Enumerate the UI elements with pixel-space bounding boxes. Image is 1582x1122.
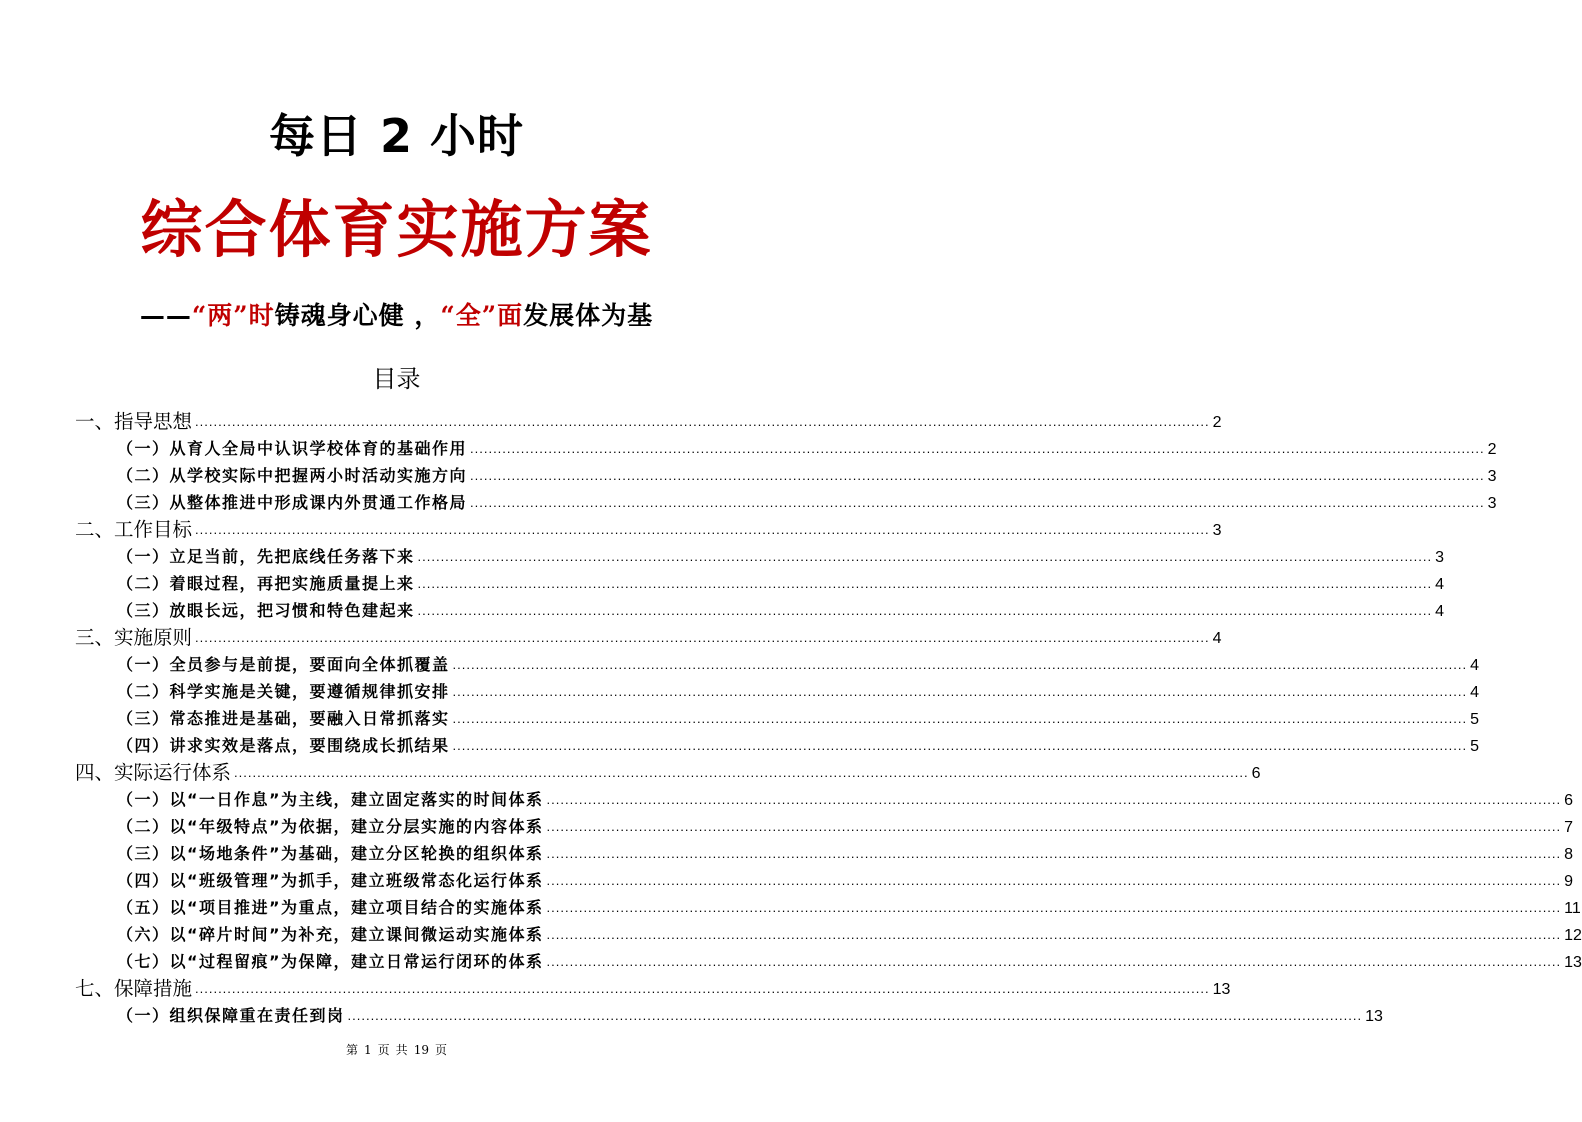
toc-leader-dots: ............................................................................................................................................................................................................................ <box>546 954 1562 969</box>
toc-subsection-entry[interactable] <box>75 839 1574 866</box>
toc-leader-dots: ............................................................................................................................................................................................................................ <box>546 927 1562 942</box>
toc-page-number: 7 <box>1564 819 1574 836</box>
toc-entry-title: （五）以“项目推进”为重点，建立项目结合的实施体系 <box>117 898 544 917</box>
toc-page-number: 3 <box>1212 522 1222 539</box>
subtitle-highlight-2: 全 <box>455 301 482 330</box>
toc-entry-title: （一）从育人全局中认识学校体育的基础作用 <box>117 439 468 458</box>
toc-entry-title: （二）科学实施是关键，要遵循规律抓安排 <box>117 682 450 701</box>
toc-leader-dots: ............................................................................................................................................................................................................................ <box>546 900 1562 915</box>
toc-section-entry[interactable] <box>75 407 1222 434</box>
toc-page-number: 13 <box>1212 981 1231 998</box>
toc-leader-dots: ............................................................................................................................................................................................................................ <box>470 468 1485 483</box>
toc-leader-dots: ............................................................................................................................................................................................................................ <box>195 630 1210 645</box>
footer-label-ye: 页 <box>377 1043 390 1057</box>
toc-page-number: 3 <box>1487 495 1497 512</box>
toc-leader-dots: ............................................................................................................................................................................................................................ <box>234 765 1249 780</box>
toc-section-entry[interactable] <box>75 758 1261 785</box>
toc-leader-dots: ............................................................................................................................................................................................................................ <box>452 684 1468 699</box>
toc-leader-dots: ............................................................................................................................................................................................................................ <box>452 711 1468 726</box>
subtitle-middle: 铸魂身心健 ， <box>274 301 441 330</box>
toc-page-number: 2 <box>1212 414 1222 431</box>
title-line-2: 综合体育实施方案 <box>140 193 653 266</box>
subtitle-dash: —— <box>139 301 192 330</box>
toc-entry-title: 七、保障措施 <box>75 977 193 1000</box>
toc-leader-dots: ............................................................................................................................................................................................................................ <box>195 522 1210 537</box>
toc-entry-title: （二）着眼过程，再把实施质量提上来 <box>117 574 415 593</box>
subtitle-highlight-1: 两 <box>207 301 234 330</box>
toc-page-number: 8 <box>1564 846 1574 863</box>
title-line-1: 每日 2 小时 <box>268 109 525 163</box>
toc-subsection-entry[interactable] <box>75 677 1480 704</box>
toc-page-number: 3 <box>1435 549 1445 566</box>
toc-subsection-entry[interactable] <box>75 596 1445 623</box>
toc-entry-title: （二）以“年级特点”为依据，建立分层实施的内容体系 <box>117 817 544 836</box>
footer-label-ye2: 页 <box>434 1043 447 1057</box>
toc-page-number: 4 <box>1470 657 1480 674</box>
toc-subsection-entry[interactable] <box>75 704 1480 731</box>
toc-subsection-entry[interactable] <box>75 812 1574 839</box>
footer-label-di: 第 <box>346 1043 359 1057</box>
subtitle-quote-open-2: “ <box>440 301 456 330</box>
toc-page-number: 5 <box>1470 711 1480 728</box>
subtitle-end: 发展体为基 <box>523 301 654 330</box>
toc-entry-title: （二）从学校实际中把握两小时活动实施方向 <box>117 466 468 485</box>
toc-subsection-entry[interactable] <box>75 785 1574 812</box>
toc-subsection-entry[interactable] <box>75 542 1445 569</box>
toc-leader-dots: ............................................................................................................................................................................................................................ <box>195 981 1210 996</box>
toc-leader-dots: ............................................................................................................................................................................................................................ <box>417 549 1433 564</box>
toc-page-number: 6 <box>1564 792 1574 809</box>
toc-entry-title: （四）讲求实效是落点，要围绕成长抓结果 <box>117 736 450 755</box>
toc-entry-title: （七）以“过程留痕”为保障，建立日常运行闭环的体系 <box>117 952 544 971</box>
toc-subsection-entry[interactable] <box>75 893 1581 920</box>
toc-entry-title: （三）从整体推进中形成课内外贯通工作格局 <box>117 493 468 512</box>
toc-entry-title: 二、工作目标 <box>75 518 193 541</box>
toc-page-number: 4 <box>1470 684 1480 701</box>
toc-subsection-entry[interactable] <box>75 488 1497 515</box>
toc-page-number: 13 <box>1564 954 1582 971</box>
toc-entry-title: 三、实施原则 <box>75 626 193 649</box>
table-of-contents <box>75 407 1582 1028</box>
toc-heading: 目录 <box>372 365 421 393</box>
toc-leader-dots: ............................................................................................................................................................................................................................ <box>546 873 1562 888</box>
toc-page-number: 4 <box>1435 576 1445 593</box>
toc-leader-dots: ............................................................................................................................................................................................................................ <box>470 441 1485 456</box>
subtitle-quote-close-2: ” <box>481 301 498 330</box>
toc-leader-dots: ............................................................................................................................................................................................................................ <box>546 846 1562 861</box>
toc-subsection-entry[interactable] <box>75 731 1480 758</box>
footer-label-gong: 共 <box>395 1043 408 1057</box>
footer-total-pages: 19 <box>413 1043 429 1057</box>
toc-leader-dots: ............................................................................................................................................................................................................................ <box>417 603 1433 618</box>
footer-current-page: 1 <box>364 1043 372 1057</box>
toc-page-number: 12 <box>1564 927 1582 944</box>
toc-subsection-entry[interactable] <box>75 569 1445 596</box>
toc-subsection-entry[interactable] <box>75 947 1582 974</box>
subtitle <box>0 296 793 336</box>
toc-subsection-entry[interactable] <box>75 1001 1383 1028</box>
toc-section-entry[interactable] <box>75 515 1222 542</box>
toc-page-number: 11 <box>1564 900 1581 917</box>
toc-entry-title: （三）常态推进是基础，要融入日常抓落实 <box>117 709 450 728</box>
toc-page-number: 2 <box>1487 441 1497 458</box>
toc-entry-title: 四、实际运行体系 <box>75 761 232 784</box>
toc-page-number: 9 <box>1564 873 1574 890</box>
toc-page-number: 13 <box>1365 1008 1383 1025</box>
toc-leader-dots: ............................................................................................................................................................................................................................ <box>195 414 1210 429</box>
toc-page-number: 6 <box>1251 765 1261 782</box>
subtitle-after-1: 时 <box>248 301 275 330</box>
toc-entry-title: （六）以“碎片时间”为补充，建立课间微运动实施体系 <box>117 925 544 944</box>
toc-subsection-entry[interactable] <box>75 434 1497 461</box>
toc-entry-title: 一、指导思想 <box>75 410 193 433</box>
toc-page-number: 3 <box>1487 468 1497 485</box>
toc-subsection-entry[interactable] <box>75 650 1480 677</box>
toc-subsection-entry[interactable] <box>75 461 1497 488</box>
toc-entry-title: （一）以“一日作息”为主线，建立固定落实的时间体系 <box>117 790 544 809</box>
toc-leader-dots: ............................................................................................................................................................................................................................ <box>546 819 1562 834</box>
toc-subsection-entry[interactable] <box>75 866 1574 893</box>
toc-entry-title: （四）以“班级管理”为抓手，建立班级常态化运行体系 <box>117 871 544 890</box>
toc-section-entry[interactable] <box>75 623 1222 650</box>
toc-page-number: 4 <box>1435 603 1445 620</box>
page-footer <box>0 1042 793 1058</box>
toc-entry-title: （一）全员参与是前提，要面向全体抓覆盖 <box>117 655 450 674</box>
toc-leader-dots: ............................................................................................................................................................................................................................ <box>470 495 1485 510</box>
subtitle-after-2: 面 <box>497 301 524 330</box>
toc-section-entry[interactable] <box>75 974 1231 1001</box>
toc-leader-dots: ............................................................................................................................................................................................................................ <box>546 792 1562 807</box>
toc-entry-title: （三）以“场地条件”为基础，建立分区轮换的组织体系 <box>117 844 544 863</box>
subtitle-quote-close-1: ” <box>233 301 249 330</box>
toc-page-number: 5 <box>1470 738 1480 755</box>
subtitle-quote-open-1: “ <box>191 301 208 330</box>
toc-leader-dots: ............................................................................................................................................................................................................................ <box>417 576 1433 591</box>
toc-subsection-entry[interactable] <box>75 920 1582 947</box>
toc-entry-title: （一）立足当前，先把底线任务落下来 <box>117 547 415 566</box>
toc-leader-dots: ............................................................................................................................................................................................................................ <box>452 657 1468 672</box>
toc-page-number: 4 <box>1212 630 1222 647</box>
toc-entry-title: （一）组织保障重在责任到岗 <box>117 1006 345 1025</box>
toc-leader-dots: ............................................................................................................................................................................................................................ <box>452 738 1468 753</box>
toc-entry-title: （三）放眼长远，把习惯和特色建起来 <box>117 601 415 620</box>
toc-leader-dots: ............................................................................................................................................................................................................................ <box>347 1008 1363 1023</box>
